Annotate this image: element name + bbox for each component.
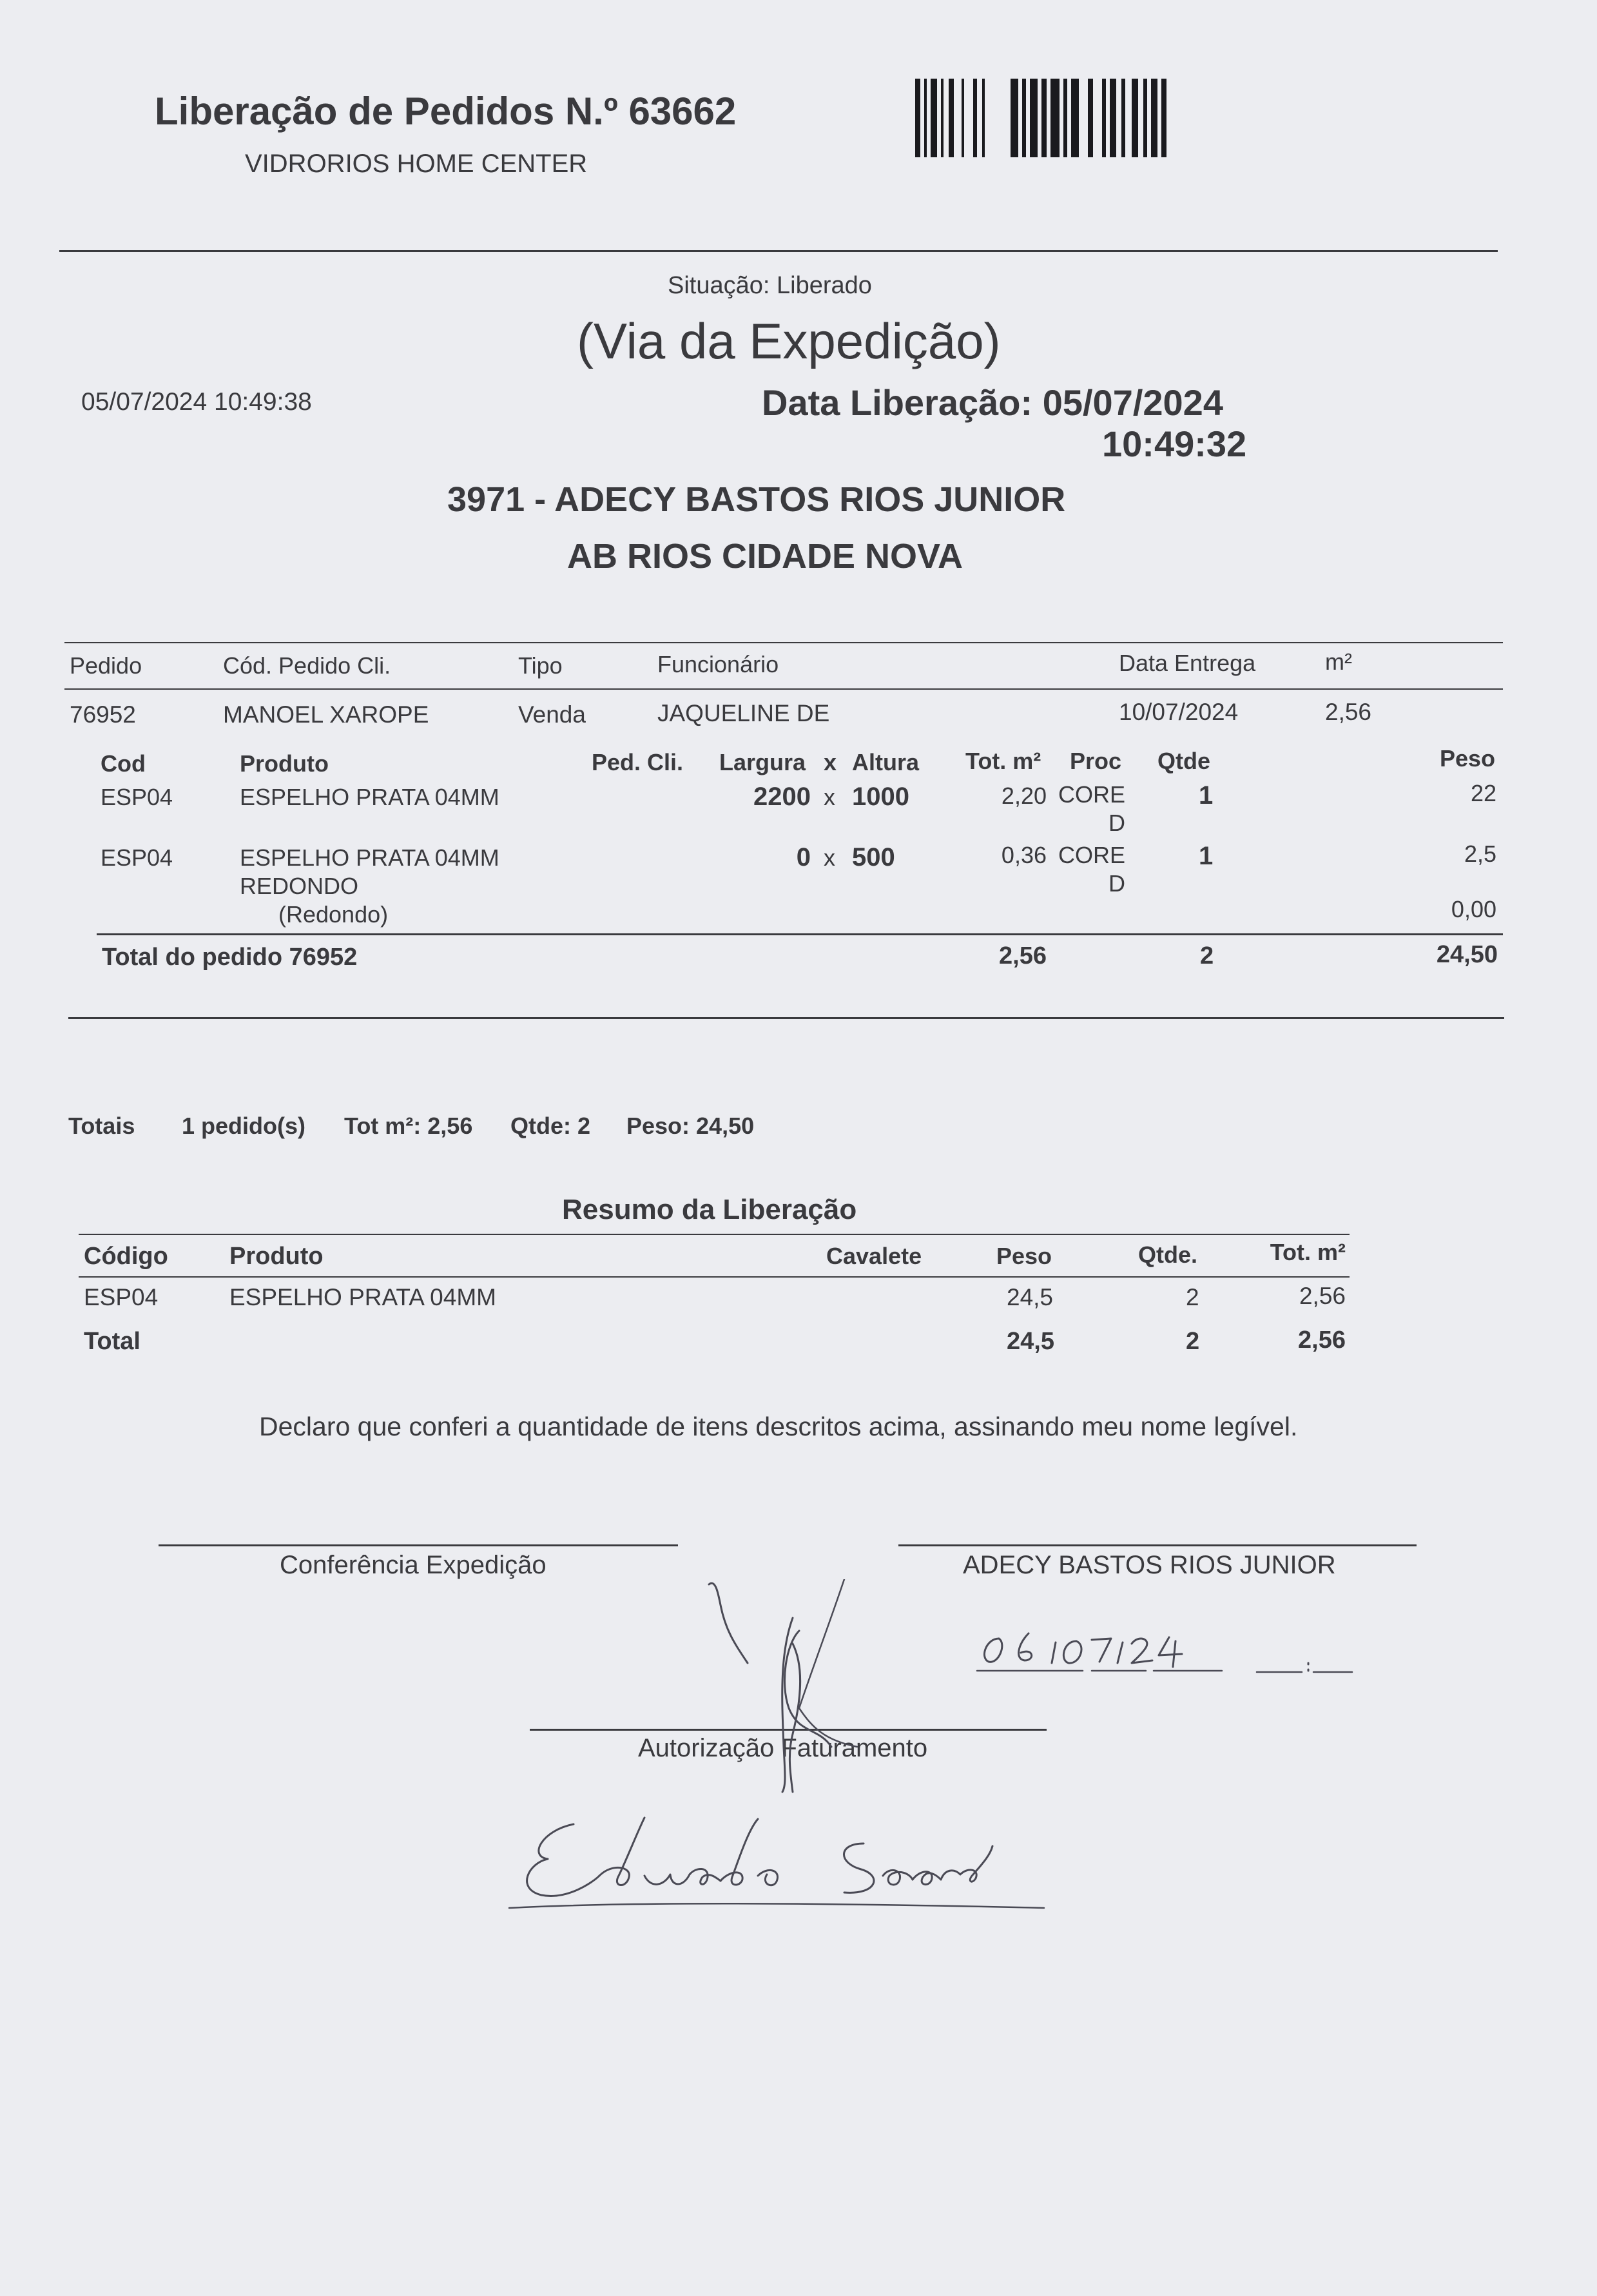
resumo-row-peso: 24,5 <box>1007 1284 1054 1310</box>
order-total-m2: 2,56 <box>999 942 1047 969</box>
item-2-largura: 0 <box>796 843 811 871</box>
signature-line-cliente <box>898 1544 1417 1546</box>
conferencia-label: Conferência Expedição <box>280 1551 547 1579</box>
items-col-peso: Peso <box>1440 745 1496 772</box>
item-2-x: x <box>824 844 835 871</box>
col-m2: m² <box>1325 648 1352 675</box>
item-2-peso: 2,5 <box>1464 841 1496 867</box>
item-2-proc: CORE <box>1058 842 1126 868</box>
items-col-cod: Cod <box>101 750 146 777</box>
col-data-entrega: Data Entrega <box>1119 650 1256 676</box>
divider-top <box>59 250 1498 252</box>
order-data-entrega: 10/07/2024 <box>1119 699 1239 725</box>
resumo-col-cavalete: Cavalete <box>826 1243 922 1269</box>
barcode <box>915 79 1166 157</box>
order-total-label: Total do pedido 76952 <box>102 944 358 971</box>
handwritten-name-signature <box>503 1805 1057 1921</box>
resumo-total-label: Total <box>84 1328 140 1355</box>
resumo-row-codigo: ESP04 <box>84 1284 159 1310</box>
declaration-text: Declaro que conferi a quantidade de itens descritos acima, assinando meu nome legível. <box>259 1412 1298 1441</box>
resumo-col-codigo: Código <box>84 1243 168 1270</box>
resumo-col-produto: Produto <box>229 1243 324 1270</box>
company-name: VIDRORIOS HOME CENTER <box>245 150 588 178</box>
order-header-bottom-line <box>64 688 1503 690</box>
printed-timestamp: 05/07/2024 10:49:38 <box>81 388 312 416</box>
item-2-tot-m2: 0,36 <box>1001 842 1047 868</box>
item-1-altura: 1000 <box>852 783 909 811</box>
document-title: Liberação de Pedidos N.º 63662 <box>155 90 737 133</box>
order-total-line <box>97 933 1503 935</box>
items-col-qtde: Qtde <box>1157 748 1211 774</box>
order-cod-cli: MANOEL XAROPE <box>223 701 429 728</box>
totais-tot-m2: Tot m²: 2,56 <box>344 1113 473 1139</box>
order-m2: 2,56 <box>1325 699 1372 725</box>
resumo-col-peso: Peso <box>996 1243 1052 1269</box>
col-cod-pedido-cli: Cód. Pedido Cli. <box>223 652 391 679</box>
item-1-tot-m2: 2,20 <box>1001 783 1047 809</box>
situacao-label: Situação: Liberado <box>668 272 872 299</box>
totais-pedidos: 1 pedido(s) <box>182 1113 306 1139</box>
resumo-total-peso: 24,5 <box>1007 1328 1054 1355</box>
items-col-tot-m2: Tot. m² <box>965 748 1041 774</box>
resumo-row-produto: ESPELHO PRATA 04MM <box>229 1284 496 1310</box>
item-1-cod: ESP04 <box>101 784 173 810</box>
handwritten-date <box>973 1624 1360 1676</box>
resumo-row-tot-m2: 2,56 <box>1299 1283 1346 1309</box>
col-tipo: Tipo <box>518 652 563 679</box>
item-2-produto: ESPELHO PRATA 04MM <box>240 844 499 871</box>
items-col-x: x <box>824 749 837 775</box>
order-total-qtde: 2 <box>1200 942 1214 969</box>
signature-line-conferencia <box>159 1544 678 1546</box>
via-expedicao: (Via da Expedição) <box>577 313 1001 369</box>
order-pedido: 76952 <box>70 701 136 728</box>
item-2-proc-suffix: D <box>1108 870 1125 897</box>
items-col-largura: Largura <box>719 749 806 775</box>
client-store: AB RIOS CIDADE NOVA <box>567 537 963 576</box>
resumo-col-qtde: Qtde. <box>1138 1241 1198 1268</box>
items-col-produto: Produto <box>240 750 329 777</box>
col-funcionario: Funcionário <box>657 651 779 677</box>
client-name: 3971 - ADECY BASTOS RIOS JUNIOR <box>447 480 1066 519</box>
item-1-peso: 22 <box>1470 780 1496 806</box>
resumo-top-line <box>79 1234 1350 1235</box>
item-1-qtde: 1 <box>1199 781 1214 810</box>
cliente-label: ADECY BASTOS RIOS JUNIOR <box>963 1551 1336 1579</box>
resumo-header-line <box>79 1276 1350 1278</box>
resumo-total-tot-m2: 2,56 <box>1298 1327 1346 1354</box>
resumo-col-tot-m2: Tot. m² <box>1270 1239 1346 1265</box>
item-1-x: x <box>824 784 835 810</box>
item-2-produto-line2: REDONDO <box>240 873 359 899</box>
item-2-cod: ESP04 <box>101 844 173 871</box>
item-1-proc-suffix: D <box>1108 810 1125 836</box>
order-funcionario: JAQUELINE DE <box>657 700 830 726</box>
items-col-altura: Altura <box>852 749 920 775</box>
items-col-ped-cli: Ped. Cli. <box>592 749 684 775</box>
item-2-altura: 500 <box>852 843 895 871</box>
resumo-row-qtde: 2 <box>1186 1284 1199 1310</box>
totais-qtde: Qtde: 2 <box>510 1113 591 1139</box>
resumo-total-qtde: 2 <box>1186 1328 1200 1355</box>
data-liberacao: Data Liberação: 05/07/2024 <box>762 382 1223 423</box>
item-1-proc: CORE <box>1058 781 1126 808</box>
order-total-peso: 24,50 <box>1436 941 1498 968</box>
totais-peso: Peso: 24,50 <box>626 1113 755 1139</box>
item-1-produto: ESPELHO PRATA 04MM <box>240 784 499 810</box>
item-1-largura: 2200 <box>753 783 811 811</box>
divider-after-order <box>68 1017 1504 1019</box>
data-liberacao-time: 10:49:32 <box>1102 423 1247 464</box>
col-pedido: Pedido <box>70 652 142 679</box>
totais-label: Totais <box>68 1113 135 1139</box>
items-col-proc: Proc <box>1070 748 1122 774</box>
item-2-qtde: 1 <box>1199 842 1214 870</box>
order-tipo: Venda <box>518 701 586 728</box>
resumo-title: Resumo da Liberação <box>562 1194 857 1225</box>
item-2-peso-extra: 0,00 <box>1451 896 1496 922</box>
order-header-top-line <box>64 642 1503 643</box>
autorizacao-label: Autorização Faturamento <box>638 1734 928 1762</box>
authorization-signature <box>702 1579 864 1798</box>
item-2-produto-line3: (Redondo) <box>278 901 389 928</box>
